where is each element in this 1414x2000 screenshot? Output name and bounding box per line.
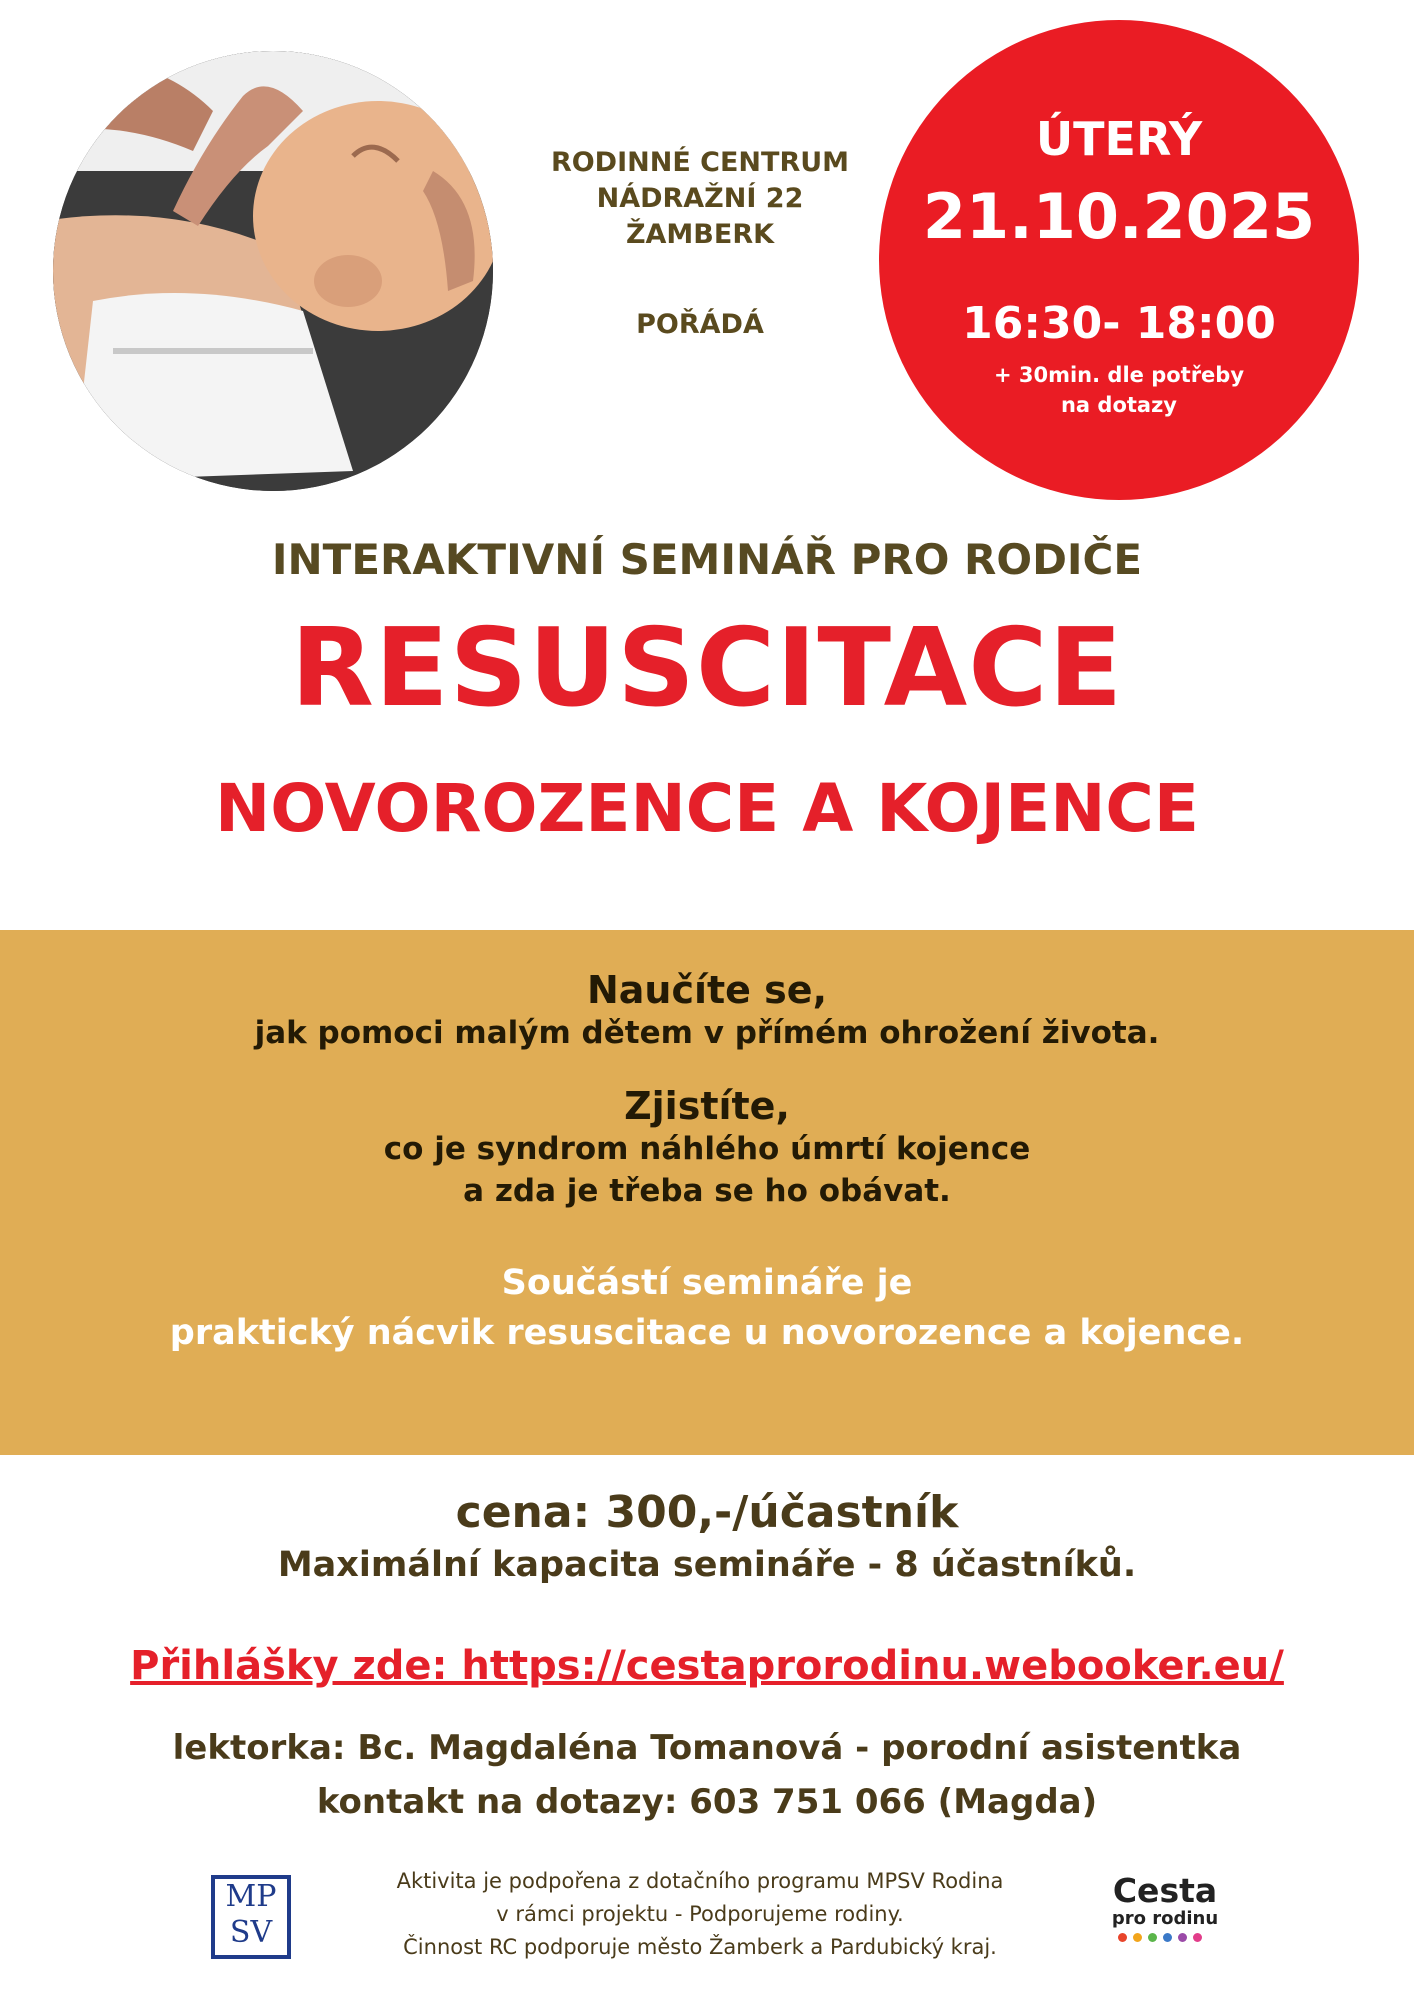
organizer-line-3: ŽAMBERK: [625, 219, 775, 250]
discover-heading: Zjistíte,: [624, 1084, 790, 1128]
price: cena: 300,-/účastník: [455, 1487, 959, 1538]
cesta-pro-rodinu-logo: [1100, 1873, 1230, 1945]
organizer-presents: POŘÁDÁ: [636, 309, 764, 340]
organizer-line-2: NÁDRAŽNÍ 22: [596, 183, 804, 214]
event-extra-note: [879, 360, 1359, 420]
date-badge: [879, 20, 1359, 500]
mpsv-logo-line-2: SV: [229, 1915, 273, 1950]
lecturer: lektorka: Bc. Magdaléna Tomanová - porodní asistentka: [172, 1728, 1242, 1768]
seminar-title-secondary: NOVOROZENCE A KOJENCE: [215, 770, 1199, 847]
seminar-title: RESUSCITACE: [290, 606, 1124, 731]
cesta-logo-title: Cesta: [1112, 1871, 1218, 1910]
event-weekday: ÚTERÝ: [1035, 112, 1203, 166]
discover-text-1: co je syndrom náhlého úmrtí kojence: [383, 1131, 1031, 1167]
organizer-block: [510, 145, 890, 343]
event-date: 21.10.2025: [922, 180, 1316, 253]
event-extra-line-1: + 30min. dle potřeby: [993, 363, 1245, 387]
discover-text-2: a zda je třeba se ho obávat.: [463, 1173, 951, 1209]
cesta-logo-subtitle: pro rodinu: [1111, 1908, 1219, 1929]
learn-text: jak pomoci malým dětem v přímém ohrožení života.: [254, 1015, 1160, 1051]
mpsv-logo: [211, 1875, 291, 1959]
footer-line-1: Aktivita je podpořena z dotačního programu MPSV Rodina: [396, 1869, 1004, 1893]
learn-heading: Naučíte se,: [586, 968, 828, 1012]
info-band: [0, 930, 1414, 1455]
footer-text: [330, 1865, 1070, 1964]
seminar-subtitle: INTERAKTIVNÍ SEMINÁŘ PRO RODIČE: [271, 535, 1143, 584]
practice-text-1: Součástí semináře je: [501, 1263, 913, 1303]
contact: kontakt na dotazy: 603 751 066 (Magda): [316, 1782, 1098, 1822]
cesta-logo-dots: [1100, 1933, 1230, 1945]
cpr-training-photo: [53, 51, 493, 491]
mpsv-logo-line-1: MP: [225, 1879, 277, 1914]
footer-line-3: Činnost RC podporuje město Žamberk a Pardubický kraj.: [403, 1935, 997, 1959]
footer-line-2: v rámci projektu - Podporujeme rodiny.: [496, 1902, 904, 1926]
event-time: 16:30- 18:00: [962, 298, 1276, 349]
organizer-line-1: RODINNÉ CENTRUM: [550, 147, 850, 178]
practice-text-2: praktický nácvik resuscitace u novorozence a kojence.: [169, 1313, 1245, 1353]
capacity: Maximální kapacita semináře - 8 účastníků.: [277, 1545, 1137, 1585]
signup-link[interactable]: Přihlášky zde: https://cestaprorodinu.webooker.eu/: [130, 1643, 1284, 1689]
event-extra-line-2: na dotazy: [1060, 393, 1177, 417]
